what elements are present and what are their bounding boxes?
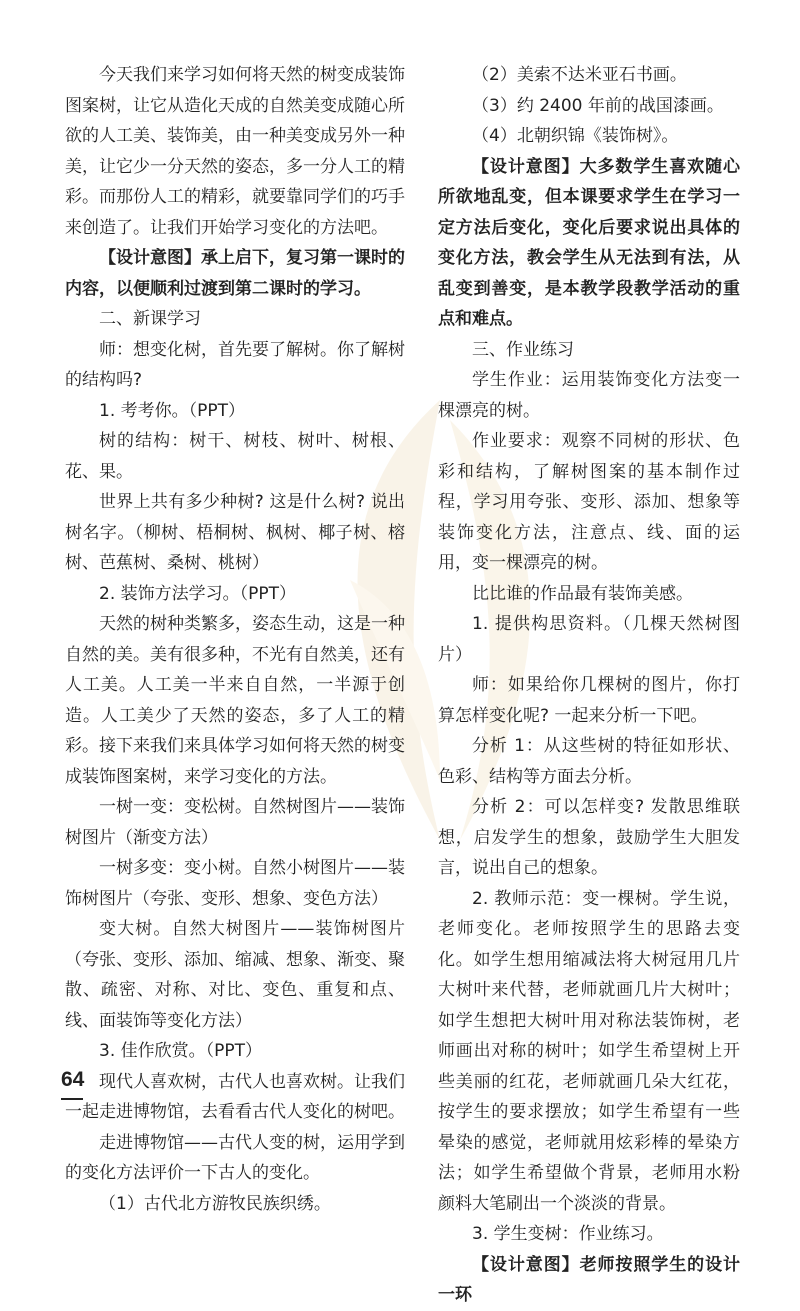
paragraph: 树的结构：树干、树枝、树叶、树根、花、果。 bbox=[65, 431, 405, 482]
paragraph: 师：如果给你几棵树的图片，你打算怎样变化呢? 一起来分析一下吧。 bbox=[438, 675, 740, 726]
design-intent-paragraph bbox=[438, 152, 740, 335]
design-intent-label: 【设计意图】 bbox=[472, 156, 580, 177]
paragraph: 2. 教师示范：变一棵树。学生说，老师变化。老师按照学生的思路去变化。如学生想用缩减法将大树冠用几片大树叶来代替，老师就画几片大树叶；如学生想把大树叶用对称法装饰树，老师画出对称的树叶；如学生希望树上开些美丽的红花，老师就画几朵大红花，按学生的要求摆放；如学生希望有一些晕染的感觉，老师就用炫彩棒的晕染方法；如学生希望做个背景，老师用水粉颜料大笔刷出一个淡淡的背景。 bbox=[438, 888, 740, 1214]
paragraph: 分析 1：从这些树的特征如形状、色彩、结构等方面去分析。 bbox=[438, 736, 740, 787]
paragraph: 1. 提供构思资料。（几棵天然树图片） bbox=[438, 614, 740, 665]
paragraph: （1）古代北方游牧民族织绣。 bbox=[99, 1193, 331, 1214]
right-column bbox=[438, 60, 740, 1311]
paragraph: 三、作业练习 bbox=[472, 339, 574, 360]
paragraph: 一树一变：变松树。自然树图片——装饰树图片（渐变方法） bbox=[65, 797, 405, 848]
paragraph: 走进博物馆——古代人变的树，运用学到的变化方法评价一下古人的变化。 bbox=[65, 1132, 405, 1183]
design-intent-text: 老师按照学生的设计一环 bbox=[438, 1254, 741, 1305]
page-number: 64 bbox=[61, 1068, 85, 1091]
paragraph: （3）约 2400 年前的战国漆画。 bbox=[472, 95, 724, 116]
paragraph: 现代人喜欢树，古代人也喜欢树。让我们一起走进博物馆，去看看古代人变化的树吧。 bbox=[65, 1071, 405, 1122]
paragraph: 作业要求：观察不同树的形状、色彩和结构，了解树图案的基本制作过程，学习用夸张、变形、添加、想象等装饰变化方法，注意点、线、面的运用，变一棵漂亮的树。 bbox=[438, 431, 740, 573]
paragraph: 世界上共有多少种树? 这是什么树? 说出树名字。（柳树、梧桐树、枫树、椰子树、榕树、芭蕉树、桑树、桃树） bbox=[65, 492, 405, 573]
design-intent-label: 【设计意图】 bbox=[99, 248, 201, 268]
paragraph: 学生作业：运用装饰变化方法变一棵漂亮的树。 bbox=[438, 370, 740, 421]
paragraph: 3. 学生变树：作业练习。 bbox=[472, 1224, 664, 1244]
paragraph: （4）北朝织锦《装饰树》。 bbox=[472, 126, 679, 146]
page-number-rule bbox=[61, 1098, 83, 1100]
paragraph: 今天我们来学习如何将天然的树变成装饰图案树，让它从造化天成的自然美变成随心所欲的人工美、装饰美，由一种美变成另外一种美，让它少一分天然的姿态，多一分人工的精彩。而那份人工的精彩，就要靠同学们的巧手来创造了。让我们开始学习变化的方法吧。 bbox=[65, 65, 405, 238]
paragraph: 比比谁的作品最有装饰美感。 bbox=[472, 583, 693, 604]
design-intent-label: 【设计意图】 bbox=[472, 1254, 580, 1275]
left-column bbox=[65, 60, 405, 1219]
design-intent-text: 承上启下，复习第一课时的内容，以便顺利过渡到第二课时的学习。 bbox=[65, 248, 405, 299]
paragraph: 一树多变：变小树。自然小树图片——装饰树图片（夸张、变形、想象、变色方法） bbox=[65, 858, 405, 909]
paragraph: 师：想变化树，首先要了解树。你了解树的结构吗? bbox=[65, 339, 405, 390]
paragraph: （2）美索不达米亚石书画。 bbox=[472, 65, 687, 85]
paragraph: 3. 佳作欣赏。（PPT） bbox=[99, 1041, 263, 1061]
paragraph: 2. 装饰方法学习。（PPT） bbox=[99, 583, 297, 604]
design-intent-text: 大多数学生喜欢随心所欲地乱变，但本课要求学生在学习一定方法后变化，变化后要求说出具体的变化方法，教会学生从无法到有法，从乱变到善变，是本教学段教学活动的重点和难点。 bbox=[438, 156, 741, 329]
paragraph: 天然的树种类繁多，姿态生动，这是一种自然的美。美有很多种，不光有自然美，还有人工美。人工美一半来自自然，一半源于创造。人工美少了天然的姿态，多了人工的精彩。接下来我们来具体学习如何将天然的树变成装饰图案树，来学习变化的方法。 bbox=[65, 614, 405, 787]
paragraph: 二、新课学习 bbox=[99, 309, 201, 329]
design-intent-paragraph bbox=[438, 1250, 740, 1311]
paragraph: 变大树。自然大树图片——装饰树图片（夸张、变形、添加、缩减、想象、渐变、聚散、疏密、对称、对比、变色、重复和点、线、面装饰等变化方法） bbox=[65, 919, 405, 1031]
paragraph: 分析 2：可以怎样变? 发散思维联想，启发学生的想象，鼓励学生大胆发言，说出自己的想象。 bbox=[438, 797, 740, 878]
paragraph: 1. 考考你。（PPT） bbox=[99, 400, 246, 421]
design-intent-paragraph bbox=[65, 243, 405, 304]
